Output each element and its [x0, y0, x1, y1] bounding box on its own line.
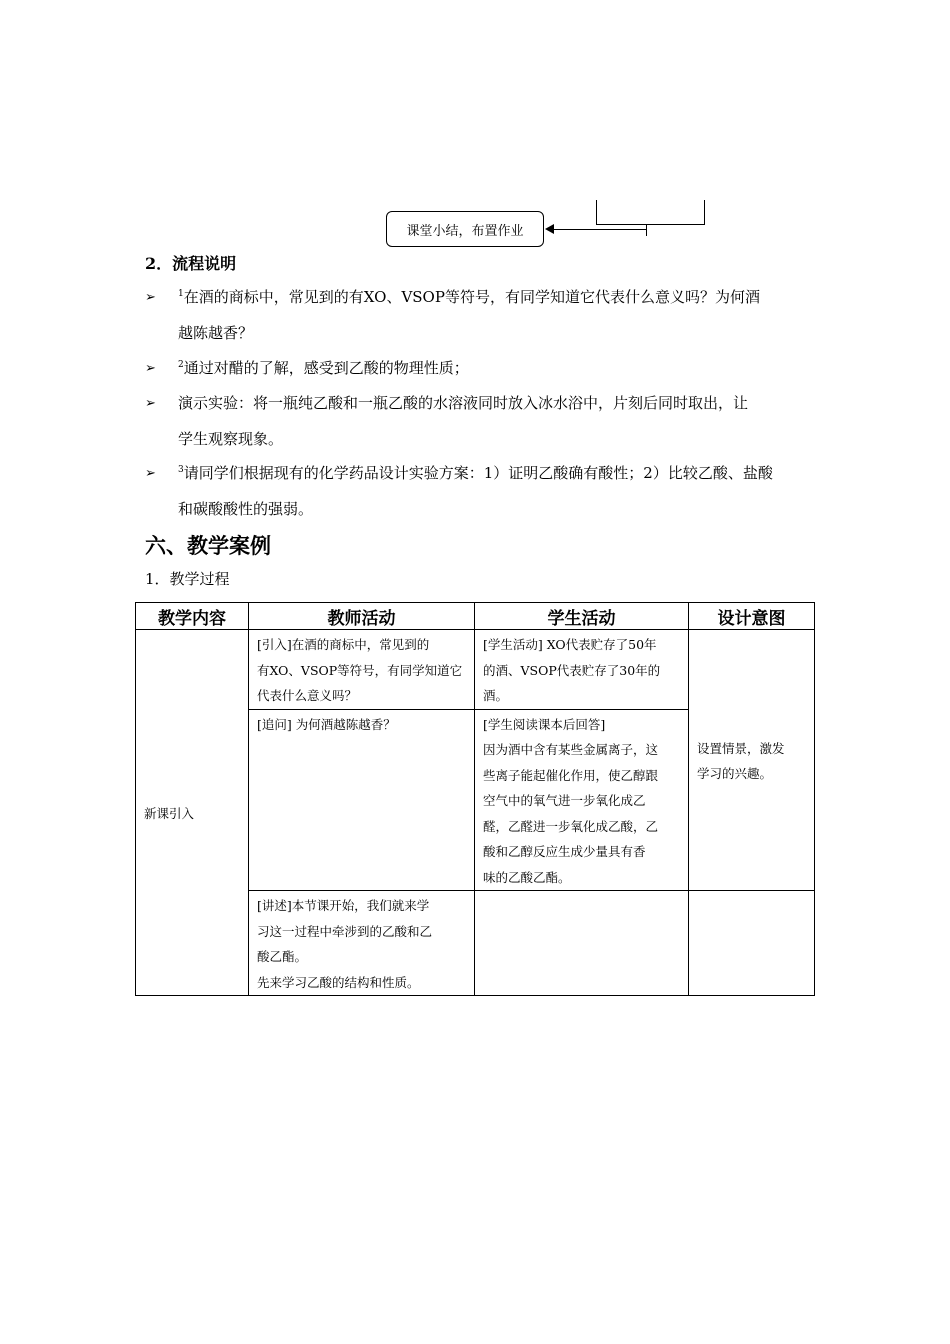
table-header-row — [136, 603, 815, 630]
list-item-line: 通过对醋的了解，感受到乙酸的物理性质； — [183, 359, 469, 377]
list-item — [178, 350, 818, 386]
cell-line: 酒。 — [483, 688, 509, 703]
flow-arrow-head-icon — [545, 224, 554, 234]
list-item-line: 在酒的商标中，常见到的有XO、VSOP等符号，有同学知道它代表什么意义吗？为何酒 — [183, 288, 760, 306]
table-row — [136, 630, 815, 710]
cell-line: 因为酒中含有某些金属离子，这 — [483, 742, 659, 757]
section6-subheading — [145, 568, 230, 589]
header-student: 学生活动 — [475, 603, 689, 630]
bullet-arrow-icon: ➢ — [145, 396, 156, 411]
teacher-cell — [249, 709, 475, 891]
cell-line: 有XO、VSOP等符号，有同学知道它 — [257, 662, 463, 678]
footnote-marker: 3 — [178, 465, 184, 475]
list-item — [178, 279, 818, 351]
flow-connector-bottom — [596, 224, 705, 225]
footnote-marker: 1 — [178, 289, 184, 299]
section6-heading: 六、教学案例 — [145, 533, 271, 558]
student-cell — [475, 709, 689, 891]
flow-connector-right — [704, 200, 705, 225]
flow-box-label: 课堂小结，布置作业 — [406, 223, 524, 239]
list-item-line: 越陈越香？ — [178, 324, 254, 342]
bullet-arrow-icon: ➢ — [145, 466, 156, 481]
list-item-line: 和碳酸酸性的强弱。 — [178, 500, 314, 518]
lesson-process-table — [135, 602, 815, 996]
cell-line: [学生活动] XO代表贮存了50年 — [483, 637, 657, 652]
cell-line: 的酒、VSOP代表贮存了30年的 — [483, 662, 661, 678]
cell-line: 醛，乙醛进一步氧化成乙酸，乙 — [483, 818, 659, 834]
student-cell — [475, 630, 689, 710]
intent-cell — [689, 891, 815, 996]
subheading-text: 1．教学过程 — [145, 570, 230, 588]
cell-line: 设置情景，激发 — [697, 740, 785, 756]
footnote-marker: 2 — [178, 360, 184, 370]
flow-box-summary — [386, 211, 544, 247]
content-cell-text: 新课引入 — [144, 805, 195, 821]
section2-heading: 2．流程说明 — [145, 254, 237, 273]
flow-connector-down — [646, 224, 647, 236]
student-cell — [475, 891, 689, 996]
bullet-arrow-icon: ➢ — [145, 290, 156, 305]
cell-line: 酸乙酯。 — [257, 949, 308, 964]
bullet-arrow-icon: ➢ — [145, 361, 156, 376]
cell-line: [讲述]本节课开始，我们就来学 — [257, 898, 430, 913]
header-content: 教学内容 — [136, 603, 249, 630]
teacher-cell — [249, 630, 475, 710]
cell-line: 些离子能起催化作用，使乙醇跟 — [483, 767, 659, 783]
header-intent: 设计意图 — [689, 603, 815, 630]
cell-line: 先来学习乙酸的结构和性质。 — [257, 974, 420, 990]
cell-line: 习这一过程中牵涉到的乙酸和乙 — [257, 923, 433, 939]
cell-line: [追问] 为何酒越陈越香？ — [257, 716, 396, 732]
flow-connector-left — [596, 200, 597, 225]
cell-line: [引入]在酒的商标中，常见到的 — [257, 637, 430, 652]
cell-line: 味的乙酸乙酯。 — [483, 869, 571, 885]
header-teacher: 教师活动 — [249, 603, 475, 630]
list-item-line: 学生观察现象。 — [178, 430, 284, 448]
list-item — [178, 455, 818, 527]
cell-line: 空气中的氧气进一步氧化成乙 — [483, 793, 646, 808]
cell-line: [学生阅读课本后回答] — [483, 716, 606, 732]
cell-line: 代表什么意义吗？ — [257, 688, 358, 703]
list-item-line: 请同学们根据现有的化学药品设计实验方案：1）证明乙酸确有酸性；2）比较乙酸、盐酸 — [183, 464, 773, 482]
teacher-cell — [249, 891, 475, 996]
cell-line: 学习的兴趣。 — [697, 766, 773, 781]
intent-cell — [689, 630, 815, 891]
list-item — [178, 385, 818, 457]
flow-arrow-shaft — [552, 229, 647, 230]
cell-line: 酸和乙醇反应生成少量具有香 — [483, 844, 646, 859]
content-cell — [136, 630, 249, 996]
list-item-line: 演示实验：将一瓶纯乙酸和一瓶乙酸的水溶液同时放入冰水浴中，片刻后同时取出，让 — [178, 394, 749, 412]
